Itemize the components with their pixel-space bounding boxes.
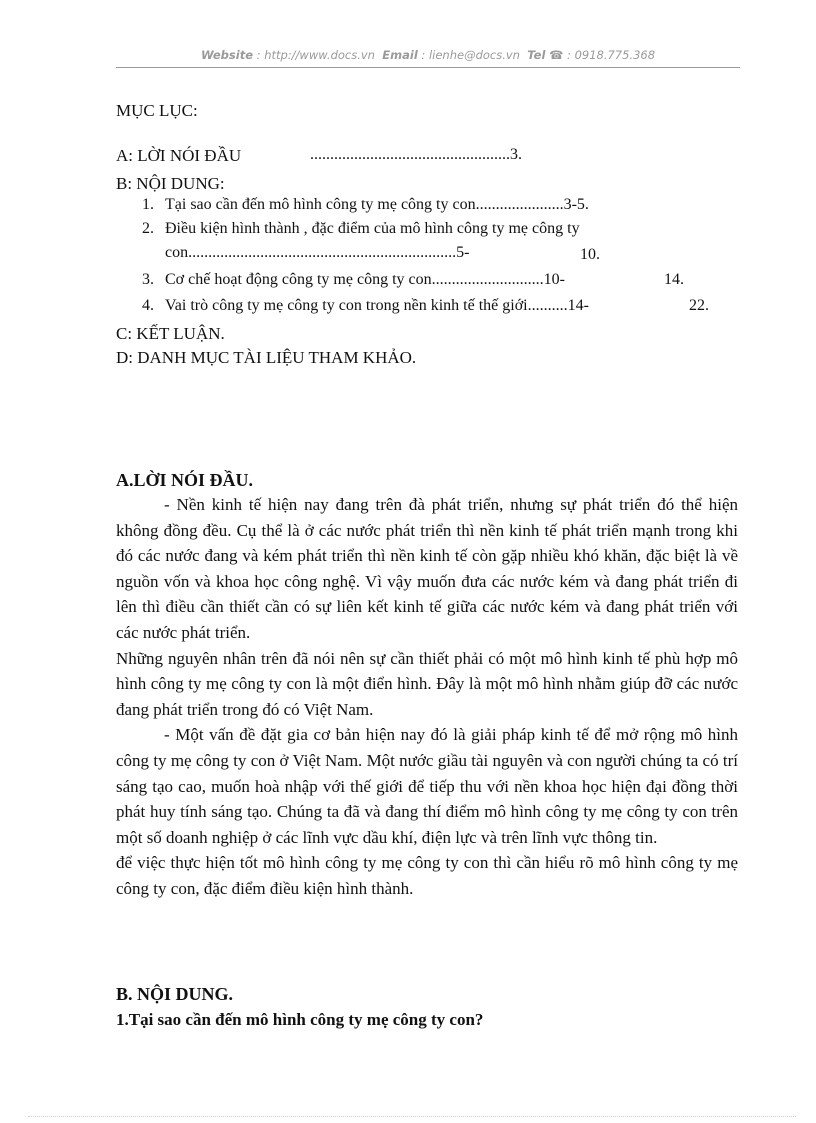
- website-label: Website: [200, 48, 254, 62]
- email-value[interactable]: : lienhe@docs.vn: [421, 48, 520, 62]
- toc-item-1-num: 1.: [142, 196, 154, 213]
- toc-item-2: Điều kiện hình thành , đặc điểm của mô hình công ty mẹ công ty: [165, 220, 580, 237]
- toc-entry-b: B: NỘI DUNG:: [116, 174, 225, 193]
- toc-item-4-num: 4.: [142, 297, 154, 314]
- toc-item-1: Tại sao cần đến mô hình công ty mẹ công ty con......................3-5.: [165, 196, 589, 213]
- toc-item-2-page-end: 10.: [580, 246, 600, 263]
- header-divider: [116, 67, 740, 68]
- toc-item-4-page-end: 22.: [689, 297, 709, 314]
- website-value[interactable]: : http://www.docs.vn: [256, 48, 375, 62]
- section-a-heading: A.LỜI NÓI ĐẦU.: [116, 470, 254, 490]
- section-a-paragraph-2: Những nguyên nhân trên đã nói nên sự cần thiết phải có một mô hình kinh tế phù hợp mô hình công ty mẹ công ty con là một điển hình. Đây là một mô hình nhằm giúp đỡ các nước đang phát triển trong đó có Việt Nam.: [116, 648, 738, 719]
- toc-item-4: Vai trò công ty mẹ công ty con trong nền kinh tế thế giới..........14-: [165, 297, 589, 314]
- toc-item-3-page-end: 14.: [664, 271, 684, 288]
- toc-item-2-num: 2.: [142, 220, 154, 237]
- section-a-body: [116, 492, 738, 902]
- page-header: [116, 48, 740, 62]
- tel-label: Tel: [527, 48, 546, 62]
- section-a-paragraph-4: để việc thực hiện tốt mô hình công ty mẹ công ty con thì cần hiểu rõ mô hình công ty mẹ công ty con, đặc điểm điều kiện hình thành.: [116, 853, 738, 898]
- toc-item-2-cont: con...................................................................5-: [165, 244, 470, 261]
- section-b-heading: B. NỘI DUNG.: [116, 984, 234, 1004]
- tel-value: ☎ : 0918.775.368: [549, 48, 656, 62]
- section-a-paragraph-3: - Một vấn đề đặt gia cơ bản hiện nay đó là giải pháp kinh tế để mở rộng mô hình công ty mẹ công ty con ở Việt Nam. Một nước giầu tài nguyên và con người chúng ta có trí sáng tạo cao, muốn hoà nhập với thế giới để tiếp thu với nền khoa học hiện đại đồng thời phát huy tính sáng tạo. Chúng ta đã và đang thí điểm mô hình công ty mẹ công ty con trên một số doanh nghiệp ở các lĩnh vực dầu khí, điện lực và trên lĩnh vực thông tin.: [116, 725, 738, 847]
- page-bottom-border: [28, 1116, 796, 1117]
- email-label: Email: [382, 48, 418, 62]
- section-a-paragraph-1: - Nền kinh tế hiện nay đang trên đà phát triển, nhưng sự phát triển đó thể hiện không đồng đều. Cụ thể là ở các nước phát triển thì nền kinh tế phát triển mạnh trong khi đó các nước đang và kém phát triển thì nền kinh tế còn gặp nhiều khó khăn, đặc biệt là về nguồn vốn và khoa học công nghệ. Vì vậy muốn đưa các nước kém và đang phát triển đi lên thì điều cần thiết cần có sự liên kết kinh tế giữa các nước kém và đang phát triển với các nước phát triển.: [116, 495, 738, 642]
- section-b-subheading: 1.Tại sao cần đến mô hình công ty mẹ công ty con?: [116, 1010, 484, 1029]
- toc-entry-d: D: DANH MỤC TÀI LIỆU THAM KHẢO.: [116, 348, 417, 367]
- toc-item-3: Cơ chế hoạt động công ty mẹ công ty con............................10-: [165, 271, 565, 288]
- toc-entry-a-leader: ..................................................3.: [310, 146, 522, 163]
- toc-entry-a: A: LỜI NÓI ĐẦU: [116, 146, 242, 165]
- toc-entry-c: C: KẾT LUẬN.: [116, 324, 225, 343]
- toc-title: MỤC LỤC:: [116, 101, 198, 120]
- toc-item-3-num: 3.: [142, 271, 154, 288]
